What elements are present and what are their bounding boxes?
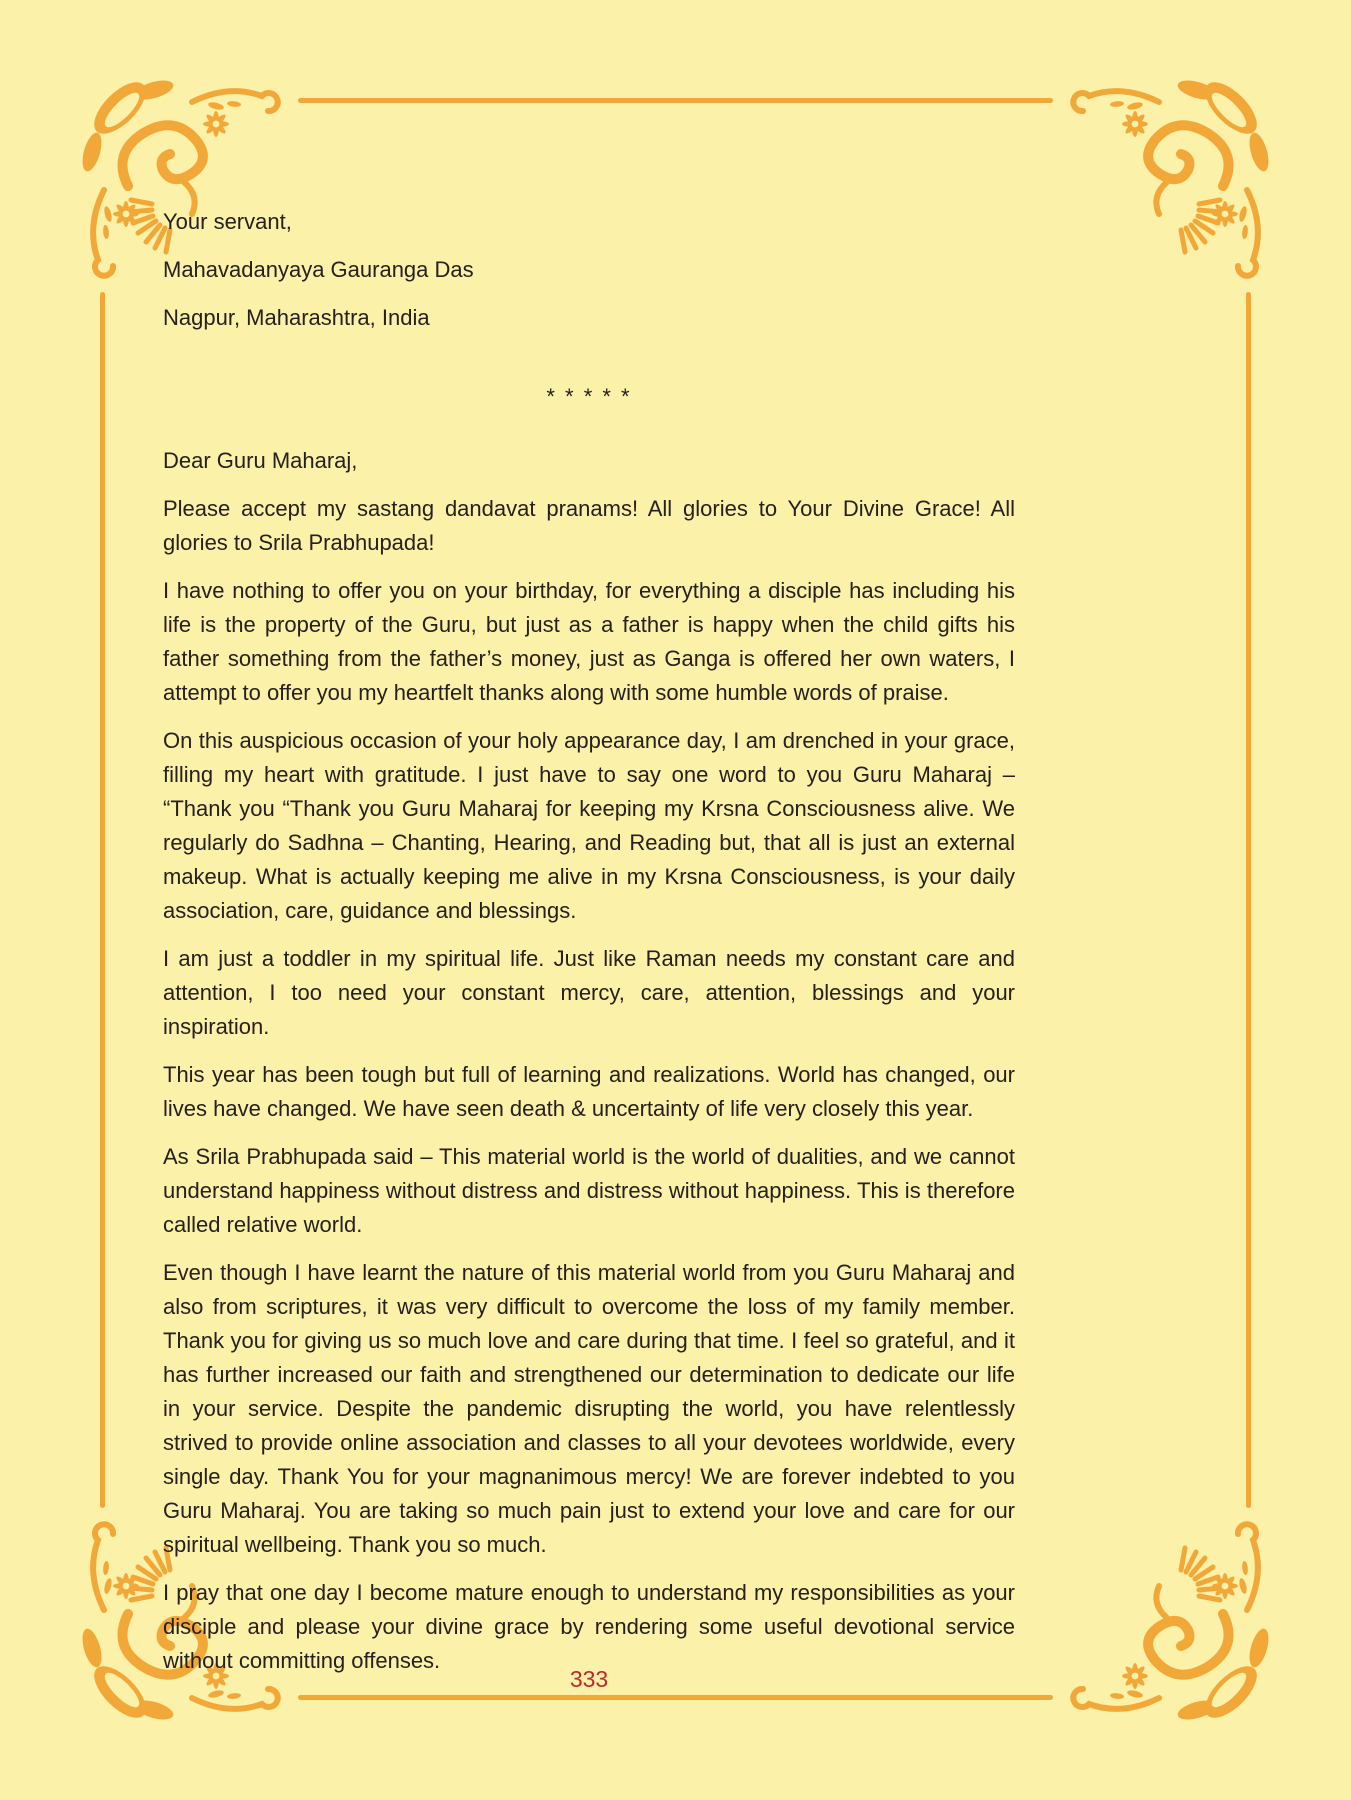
border-line-bottom [298,1695,1053,1700]
letter-paragraph: On this auspicious occasion of your holy appearance day, I am drenched in your grace, filling my heart with gratitude. I just have to say one word to you Guru Maharaj – “Thank you “Thank you Guru Maharaj for keeping my Krsna Consciousness alive. We regularly do Sadhna – Chanting, Hearing, and Reading but, that all is just an external makeup. What is actually keeping me alive in my Krsna Consciousness, is your daily association, care, guidance and blessings. [163,728,1015,923]
letter-paragraph: I pray that one day I become mature enough to understand my responsibilities as your disciple and please your divine grace by rendering some useful devotional service without committing offenses. [163,1580,1015,1673]
letter-author-name: Mahavadanyaya Gauranga Das [163,257,474,282]
section-separator: * * * * * [546,384,632,409]
border-line-left [100,292,105,1508]
letter-paragraph: As Srila Prabhupada said – This material world is the world of dualities, and we cannot understand happiness without distress and distress without happiness. This is therefore called relative world. [163,1144,1015,1237]
letter-author-location: Nagpur, Maharashtra, India [163,305,430,330]
border-line-right [1246,292,1251,1508]
letter-salutation: Dear Guru Maharaj, [163,448,358,473]
page-number: 333 [569,1666,609,1692]
letter-paragraph: I am just a toddler in my spiritual life. Just like Raman needs my constant care and attention, I too need your constant mercy, care, attention, blessings and your inspiration. [163,946,1015,1039]
letter-paragraph: Even though I have learnt the nature of this material world from you Guru Maharaj and also from scriptures, it was very difficult to overcome the loss of my family member. Thank you for giving us so much love and care during that time. I feel so grateful, and it has further increased our faith and strengthened our determination to dedicate our life in your service. Despite the pandemic disrupting the world, you have relentlessly strived to provide online association and classes to all your devotees worldwide, every single day. Thank You for your magnanimous mercy! We are forever indebted to you Guru Maharaj. You are taking so much pain just to extend your love and care for our spiritual wellbeing. Thank you so much. [163,1260,1015,1557]
letter-paragraph: I have nothing to offer you on your birthday, for everything a disciple has including his life is the property of the Guru, but just as a father is happy when the child gifts his father something from the father’s money, just as Ganga is offered her own waters, I attempt to offer you my heartfelt thanks along with some humble words of praise. [163,578,1015,705]
border-line-top [298,98,1053,103]
letter-closing-line: Your servant, [163,209,292,234]
letter-body [163,205,1015,1678]
letter-paragraph: This year has been tough but full of learning and realizations. World has changed, our lives have changed. We have seen death & uncertainty of life very closely this year. [163,1062,1015,1121]
floral-corner-ornament-top-right-icon [1057,62,1287,292]
floral-corner-ornament-bottom-right-icon [1057,1508,1287,1738]
letter-paragraph: Please accept my sastang dandavat pranams! All glories to Your Divine Grace! All glories to Srila Prabhupada! [163,496,1015,555]
